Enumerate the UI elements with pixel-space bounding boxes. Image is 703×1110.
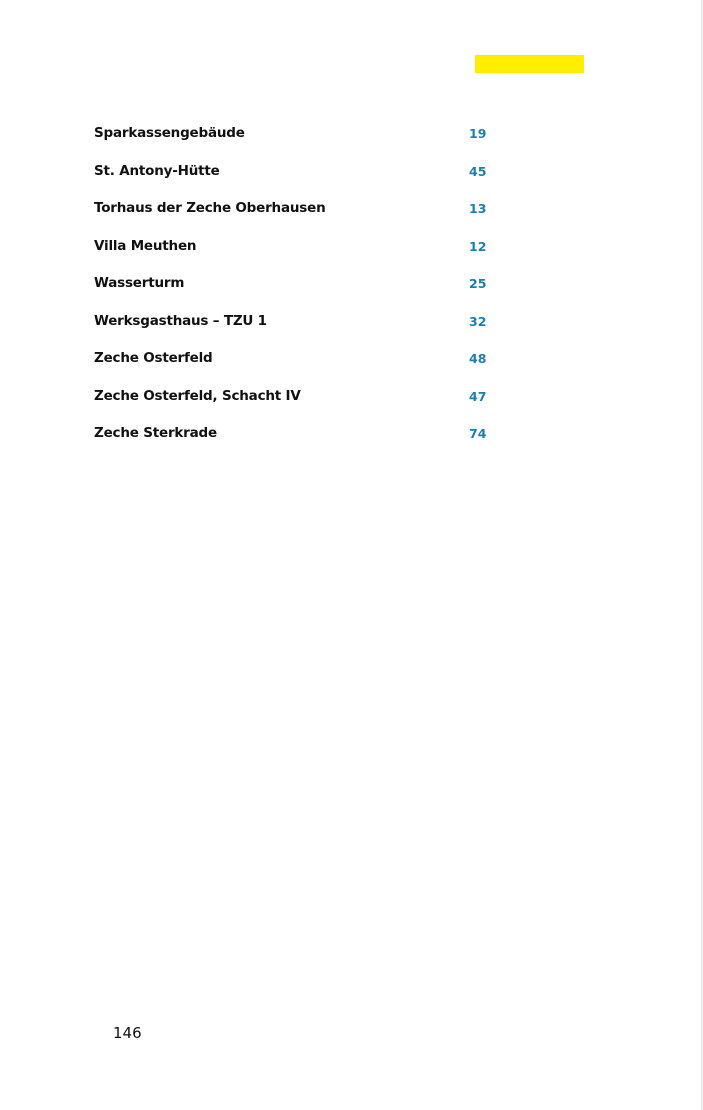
- index-entry-page[interactable]: 25: [469, 276, 487, 291]
- index-entry-name: Villa Meuthen: [94, 237, 197, 254]
- index-entry-name: Wasserturm: [94, 275, 185, 291]
- index-entry-page[interactable]: 48: [469, 351, 487, 366]
- index-entry: [94, 275, 494, 313]
- index-entry-page[interactable]: 12: [469, 238, 487, 254]
- index-entry: [94, 425, 494, 463]
- index-entry: [94, 163, 494, 201]
- yellow-header-marker: [475, 55, 584, 73]
- index-entry: [94, 238, 494, 276]
- index-entry-name: Werksgasthaus – TZU 1: [94, 312, 267, 329]
- index-entry-name: St. Antony-Hütte: [94, 162, 220, 179]
- index-entry: [94, 388, 494, 426]
- index-entry: [94, 350, 494, 388]
- page-number: 146: [113, 1024, 142, 1042]
- index-entry-page[interactable]: 74: [469, 426, 487, 441]
- index-entry-page[interactable]: 32: [469, 313, 487, 329]
- index-list: [94, 125, 494, 463]
- index-entry: [94, 200, 494, 238]
- index-entry-page[interactable]: 13: [469, 201, 487, 216]
- index-entry-name: Zeche Sterkrade: [94, 425, 217, 441]
- index-entry-name: Zeche Osterfeld, Schacht IV: [94, 387, 301, 404]
- index-entry: [94, 125, 494, 163]
- index-entry-page[interactable]: 19: [469, 126, 487, 141]
- index-entry-page[interactable]: 45: [469, 163, 487, 179]
- index-entry-name: Sparkassengebäude: [94, 125, 245, 141]
- index-entry-page[interactable]: 47: [469, 388, 487, 404]
- index-entry: [94, 313, 494, 351]
- index-entry-name: Torhaus der Zeche Oberhausen: [94, 200, 326, 216]
- index-entry-name: Zeche Osterfeld: [94, 350, 213, 366]
